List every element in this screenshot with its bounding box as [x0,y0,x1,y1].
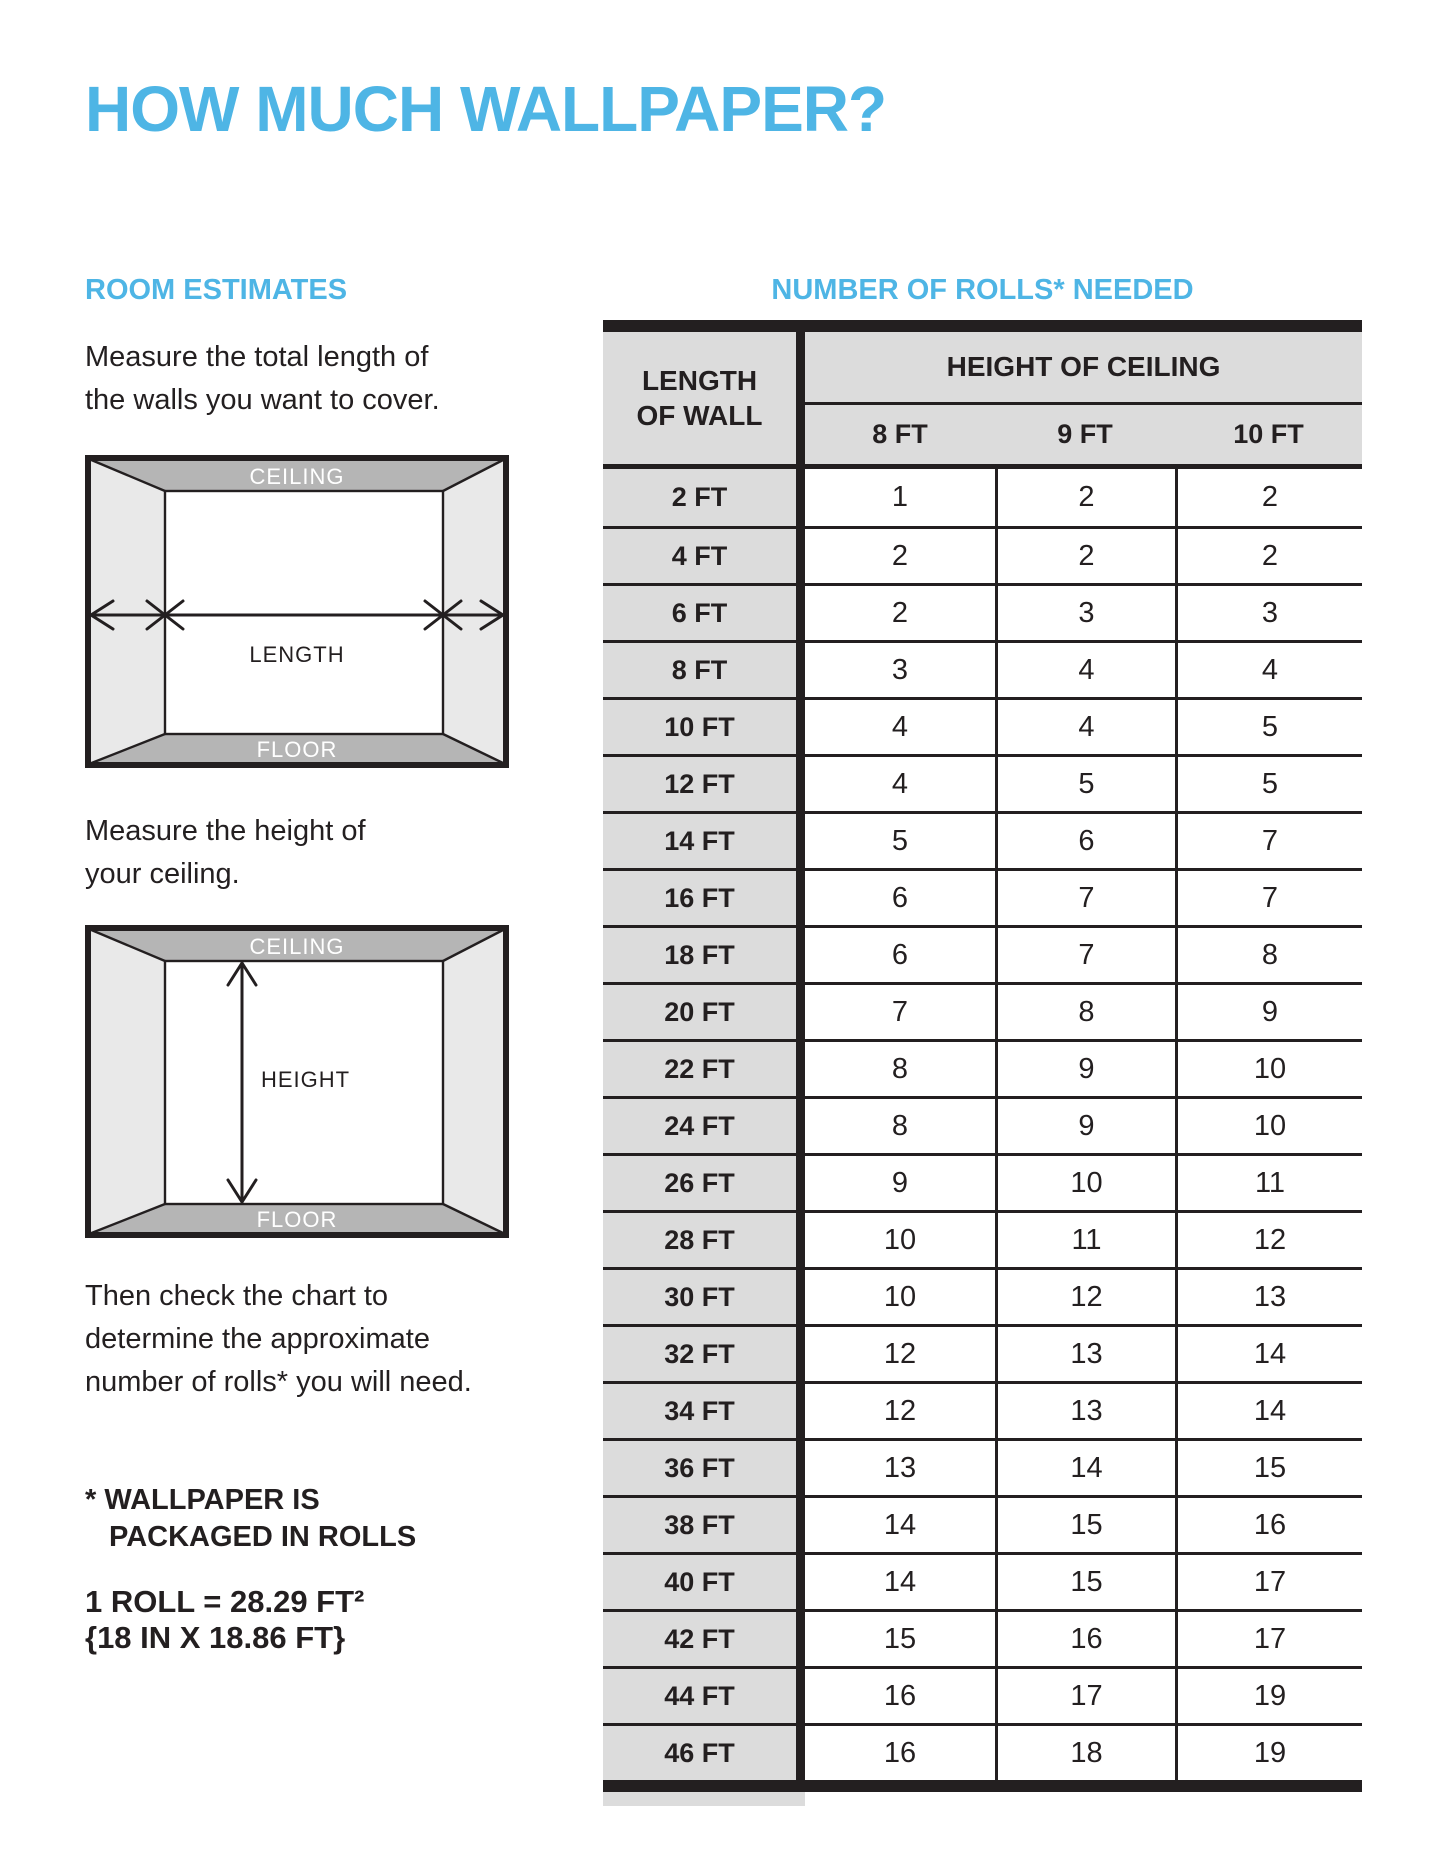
step1-line2: the walls you want to cover. [85,384,440,416]
row-label: 34 FT [603,1384,805,1438]
table-row [603,1723,1362,1780]
roll-count-cell: 10 [1175,1099,1362,1153]
height-of-ceiling-label: HEIGHT OF CEILING [805,332,1362,405]
roll-count-cell: 2 [1175,529,1362,583]
footnote-line2: PACKAGED IN ROLLS [109,1521,417,1553]
row-label: 38 FT [603,1498,805,1552]
roll-count-cell: 9 [805,1156,995,1210]
floor-label: FLOOR [256,1207,338,1232]
footnote-line1: * WALLPAPER IS [85,1484,320,1516]
height-of-ceiling-header [805,332,1362,464]
row-label: 12 FT [603,757,805,811]
table-bottom-border [603,1780,1362,1792]
height-label: HEIGHT [261,1067,351,1092]
ceiling-height-columns [805,405,1362,464]
roll-area-line: 1 ROLL = 28.29 FT² [85,1584,365,1619]
rolls-footnote [85,1482,416,1556]
rolls-needed-heading: NUMBER OF ROLLS* NEEDED [771,274,1194,306]
row-label: 30 FT [603,1270,805,1324]
table-row [603,1039,1362,1096]
height-measure-arrow [228,963,256,1202]
roll-count-cell: 7 [1175,814,1362,868]
row-label: 24 FT [603,1099,805,1153]
table-top-border [603,320,1362,332]
row-label: 18 FT [603,928,805,982]
roll-count-cell: 14 [805,1555,995,1609]
right-wall [443,929,505,1234]
left-wall [89,929,165,1234]
roll-count-cell: 8 [805,1099,995,1153]
step3-line2: determine the approximate [85,1323,430,1355]
roll-count-cell: 10 [995,1156,1175,1210]
roll-count-cell: 2 [995,529,1175,583]
column-header-8ft: 8 FT [872,419,928,449]
roll-count-cell: 2 [1175,469,1362,526]
table-row [603,1609,1362,1666]
roll-count-cell: 7 [995,871,1175,925]
step1-text [85,336,440,422]
left-wall [89,459,165,764]
roll-count-cell: 7 [1175,871,1362,925]
length-measure-arrow [91,601,503,629]
roll-count-cell: 11 [995,1213,1175,1267]
table-row [603,1324,1362,1381]
row-label: 14 FT [603,814,805,868]
table-row [603,811,1362,868]
row-label: 32 FT [603,1327,805,1381]
row-label: 10 FT [603,700,805,754]
roll-count-cell: 4 [995,643,1175,697]
step2-line2: your ceiling. [85,858,240,890]
roll-count-cell: 13 [1175,1270,1362,1324]
roll-count-cell: 7 [995,928,1175,982]
roll-size-info [85,1584,364,1656]
roll-count-cell: 14 [805,1498,995,1552]
roll-count-cell: 4 [1175,643,1362,697]
table-row [603,1153,1362,1210]
roll-count-cell: 18 [995,1726,1175,1780]
roll-count-cell: 6 [805,928,995,982]
roll-count-cell: 8 [805,1042,995,1096]
roll-count-cell: 14 [1175,1327,1362,1381]
row-label: 42 FT [603,1612,805,1666]
table-row [603,1267,1362,1324]
roll-count-cell: 2 [805,529,995,583]
table-row [603,1438,1362,1495]
table-row [603,982,1362,1039]
roll-count-cell: 8 [995,985,1175,1039]
roll-count-cell: 12 [1175,1213,1362,1267]
step3-line1: Then check the chart to [85,1280,389,1312]
roll-count-cell: 14 [1175,1384,1362,1438]
roll-count-cell: 17 [995,1669,1175,1723]
table-row [603,469,1362,526]
roll-count-cell: 17 [1175,1555,1362,1609]
table-row [603,1096,1362,1153]
row-label: 6 FT [603,586,805,640]
roll-count-cell: 19 [1175,1726,1362,1780]
roll-count-cell: 16 [805,1669,995,1723]
roll-count-cell: 9 [995,1042,1175,1096]
roll-count-cell: 10 [805,1270,995,1324]
back-wall [165,491,443,734]
table-header [603,332,1362,464]
table-row [603,1666,1362,1723]
roll-count-cell: 15 [995,1555,1175,1609]
table-row [603,583,1362,640]
table-row [603,1210,1362,1267]
roll-count-cell: 10 [1175,1042,1362,1096]
ceiling-height-diagram [85,925,509,1238]
table-row [603,1552,1362,1609]
roll-count-cell: 7 [805,985,995,1039]
column-header-9ft: 9 FT [1057,419,1113,449]
roll-count-cell: 9 [995,1099,1175,1153]
column-header-10ft: 10 FT [1233,419,1304,449]
roll-count-cell: 3 [805,643,995,697]
roll-count-cell: 12 [995,1270,1175,1324]
roll-count-cell: 3 [995,586,1175,640]
roll-count-cell: 12 [805,1384,995,1438]
table-row [603,868,1362,925]
step3-text [85,1275,472,1404]
row-label: 44 FT [603,1669,805,1723]
row-label: 22 FT [603,1042,805,1096]
roll-count-cell: 6 [995,814,1175,868]
roll-count-cell: 15 [805,1612,995,1666]
length-of-wall-line1: LENGTH [641,365,758,396]
table-body [603,469,1362,1780]
roll-count-cell: 16 [1175,1498,1362,1552]
step2-line1: Measure the height of [85,815,366,847]
roll-count-cell: 12 [805,1327,995,1381]
page-title: HOW MUCH WALLPAPER? [85,73,887,145]
row-label: 46 FT [603,1726,805,1780]
roll-count-cell: 13 [995,1327,1175,1381]
step3-line3: number of rolls* you will need. [85,1366,472,1398]
length-of-wall-header [603,332,805,464]
roll-count-cell: 5 [1175,757,1362,811]
ceiling-label: CEILING [249,464,345,489]
roll-count-cell: 5 [995,757,1175,811]
row-label: 36 FT [603,1441,805,1495]
row-label: 40 FT [603,1555,805,1609]
step1-line1: Measure the total length of [85,341,429,373]
roll-count-cell: 4 [805,757,995,811]
table-row [603,697,1362,754]
roll-count-cell: 2 [995,469,1175,526]
floor-label: FLOOR [256,737,338,762]
room-length-diagram [85,455,509,768]
row-label: 4 FT [603,529,805,583]
roll-count-cell: 5 [1175,700,1362,754]
roll-count-cell: 16 [995,1612,1175,1666]
table-row [603,754,1362,811]
row-label: 8 FT [603,643,805,697]
roll-count-cell: 9 [1175,985,1362,1039]
roll-count-cell: 16 [805,1726,995,1780]
roll-count-cell: 4 [995,700,1175,754]
roll-count-cell: 13 [995,1384,1175,1438]
table-row [603,1495,1362,1552]
roll-count-cell: 4 [805,700,995,754]
roll-count-cell: 5 [805,814,995,868]
roll-count-cell: 15 [995,1498,1175,1552]
row-label: 16 FT [603,871,805,925]
row-label: 28 FT [603,1213,805,1267]
roll-count-cell: 17 [1175,1612,1362,1666]
length-label: LENGTH [249,642,345,667]
roll-count-cell: 3 [1175,586,1362,640]
roll-dimensions-line: {18 IN X 18.86 FT} [85,1620,346,1655]
roll-count-cell: 13 [805,1441,995,1495]
roll-count-cell: 11 [1175,1156,1362,1210]
roll-count-cell: 14 [995,1441,1175,1495]
row-label: 2 FT [603,469,805,526]
roll-count-cell: 19 [1175,1669,1362,1723]
roll-count-cell: 2 [805,586,995,640]
table-row [603,1381,1362,1438]
room-estimates-heading: ROOM ESTIMATES [85,274,348,306]
ceiling-label: CEILING [249,934,345,959]
length-of-wall-line2: OF WALL [636,400,763,431]
step2-text [85,810,366,896]
table-row [603,640,1362,697]
row-label: 20 FT [603,985,805,1039]
roll-count-cell: 15 [1175,1441,1362,1495]
row-label: 26 FT [603,1156,805,1210]
table-row [603,925,1362,982]
roll-count-cell: 10 [805,1213,995,1267]
roll-count-cell: 8 [1175,928,1362,982]
table-row [603,526,1362,583]
roll-count-cell: 1 [805,469,995,526]
roll-count-cell: 6 [805,871,995,925]
rolls-table [603,320,1362,1806]
label-column-stub [603,1792,805,1806]
